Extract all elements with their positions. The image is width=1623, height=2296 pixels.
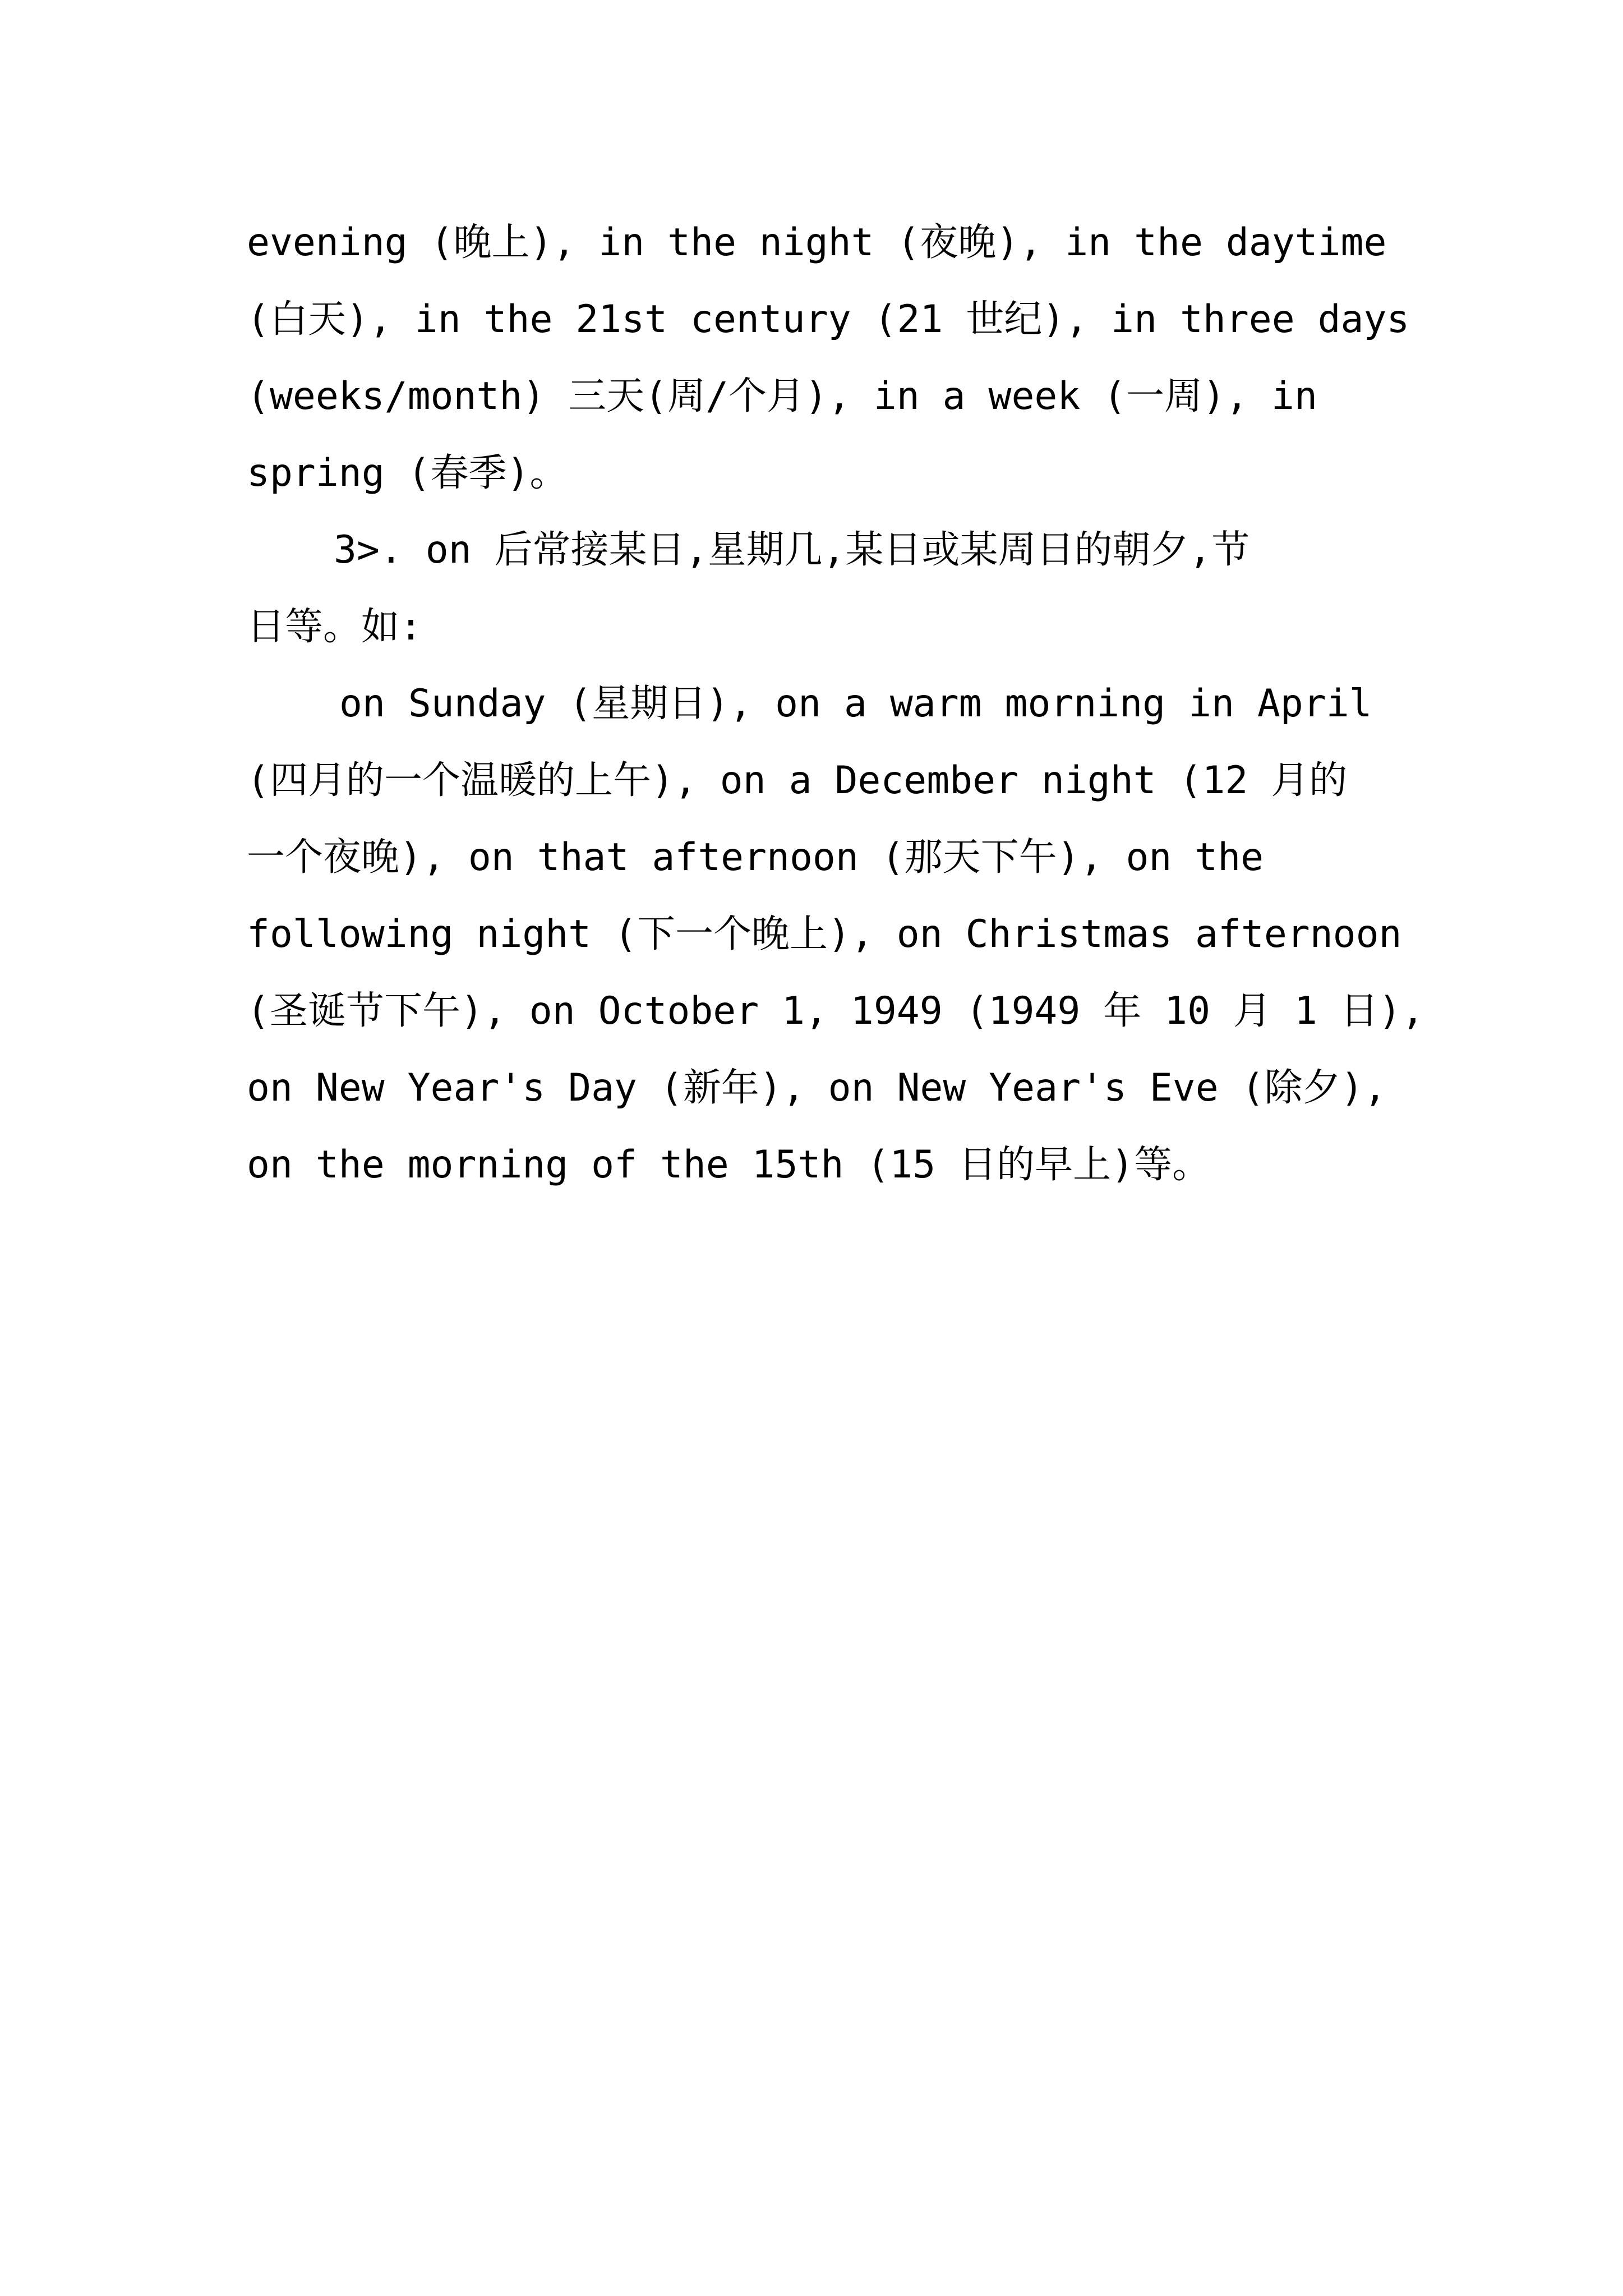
text-line: (四月的一个温暖的上午), on a December night (12 月的 <box>247 758 1348 803</box>
text-line: 一个夜晚), on that afternoon (那天下午), on the <box>247 835 1264 880</box>
text-line: (weeks/month) 三天(周/个月), in a week (一周), in <box>247 374 1317 418</box>
example-line: on Sunday (星期日), on a warm morning in April <box>339 682 1372 726</box>
text-line: (白天), in the 21st century (21 世纪), in three days <box>247 297 1410 342</box>
text-line: evening (晚上), in the night (夜晚), in the daytime <box>247 220 1387 265</box>
text-line: on the morning of the 15th (15 日的早上)等。 <box>247 1143 1211 1187</box>
text-line: spring (春季)。 <box>247 451 568 495</box>
text-line: (圣诞节下午), on October 1, 1949 (1949 年 10 月 1 日), <box>247 989 1424 1033</box>
section-heading-line: 3>. on 后常接某日,星期几,某日或某周日的朝夕,节 <box>334 528 1250 572</box>
text-line: following night (下一个晚上), on Christmas afternoon <box>247 912 1402 956</box>
text-line: 日等。如: <box>247 605 422 649</box>
document-body <box>247 216 1424 1215</box>
text-line: on New Year's Day (新年), on New Year's Eve (除夕), <box>247 1066 1387 1110</box>
